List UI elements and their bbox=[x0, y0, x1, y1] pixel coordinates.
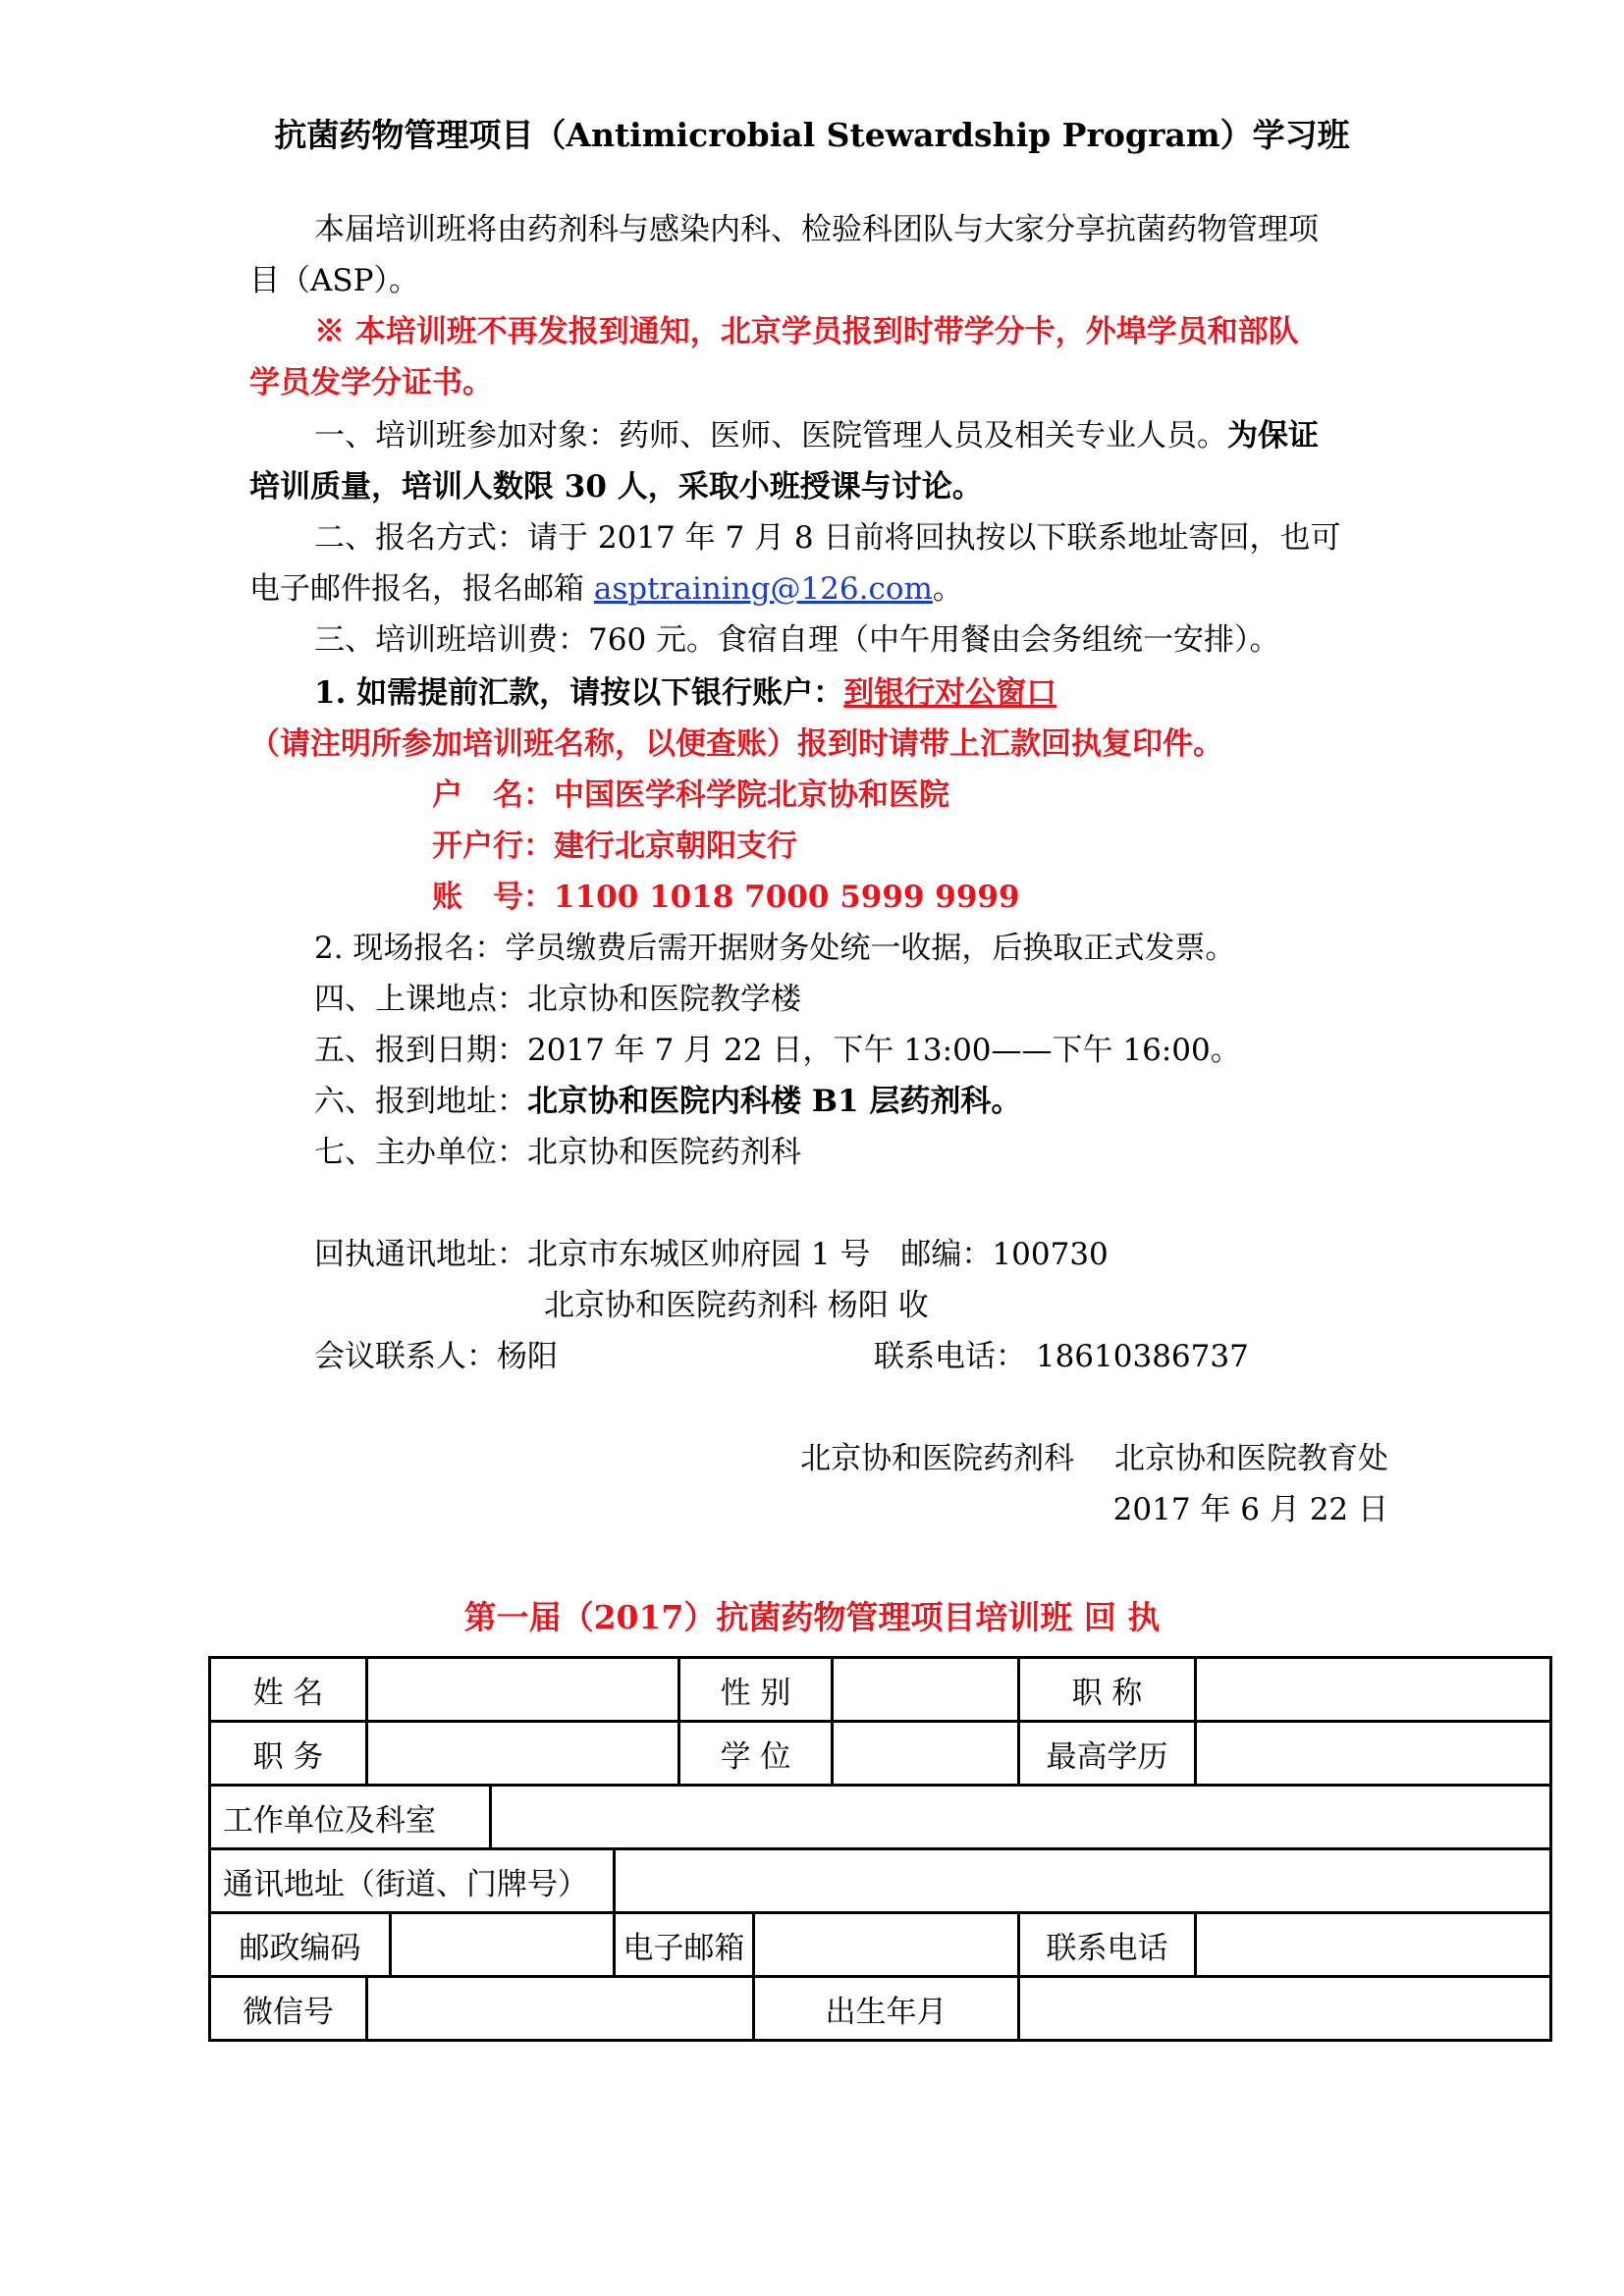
degree-label: 学 位 bbox=[679, 1722, 833, 1786]
section-2-line-1: 二、报名方式：请于 2017 年 7 月 8 日前将回执按以下联系地址寄回，也可 bbox=[314, 520, 1341, 556]
workplace-field[interactable] bbox=[491, 1786, 1551, 1849]
address-label: 通讯地址（街道、门牌号） bbox=[210, 1849, 615, 1913]
section-6-address: 北京协和医院内科楼 B1 层药剂科。 bbox=[527, 1084, 1022, 1119]
intro-line-2: 目（ASP）。 bbox=[249, 263, 419, 298]
account-name: 户 名：中国医学科学院北京协和医院 bbox=[432, 777, 949, 813]
wechat-label: 微信号 bbox=[210, 1977, 367, 2041]
section-2-suffix: 。 bbox=[932, 571, 963, 607]
section-1-text: 一、培训班参加对象：药师、医师、医院管理人员及相关专业人员。 bbox=[314, 418, 1227, 454]
section-4: 四、上课地点：北京协和医院教学楼 bbox=[314, 982, 801, 1017]
name-field[interactable] bbox=[367, 1658, 679, 1722]
email-field[interactable] bbox=[754, 1913, 1019, 1977]
email-label: 电子邮箱 bbox=[615, 1913, 754, 1977]
section-7: 七、主办单位：北京协和医院药剂科 bbox=[314, 1135, 801, 1170]
form-row-4 bbox=[210, 1849, 1551, 1913]
account-number: 账 号：1100 1018 7000 5999 9999 bbox=[432, 880, 1020, 915]
section-1-line-2: 培训质量，培训人数限 30 人，采取小班授课与讨论。 bbox=[249, 469, 983, 505]
education-label: 最高学历 bbox=[1019, 1722, 1196, 1786]
section-5: 五、报到日期：2017 年 7 月 22 日，下午 13:00——下午 16:00。 bbox=[314, 1033, 1241, 1068]
form-row-6 bbox=[210, 1977, 1551, 2041]
birth-label: 出生年月 bbox=[754, 1977, 1019, 2041]
onsite-registration: 2. 现场报名：学员缴费后需开据财务处统一收据，后换取正式发票。 bbox=[314, 931, 1236, 966]
bank-line-1 bbox=[314, 673, 1056, 713]
position-label: 职 务 bbox=[210, 1722, 367, 1786]
section-6 bbox=[314, 1082, 1021, 1121]
gender-field[interactable] bbox=[833, 1658, 1019, 1722]
section-3: 三、培训班培训费：760 元。食宿自理（中午用餐由会务组统一安排）。 bbox=[314, 622, 1280, 658]
signature-date: 2017 年 6 月 22 日 bbox=[1112, 1492, 1388, 1527]
postcode-label: 邮政编码 bbox=[210, 1913, 391, 1977]
bank-window-note: 到银行对公窗口 bbox=[843, 675, 1057, 711]
account-bank: 开户行：建行北京朝阳支行 bbox=[432, 828, 797, 864]
document-title: 抗菌药物管理项目（Antimicrobial Stewardship Program）学习班 bbox=[274, 116, 1350, 154]
degree-field[interactable] bbox=[833, 1722, 1019, 1786]
form-row-5 bbox=[210, 1913, 1551, 1977]
intro-line-1: 本届培训班将由药剂科与感染内科、检验科团队与大家分享抗菌药物管理项 bbox=[314, 212, 1319, 247]
wechat-field[interactable] bbox=[367, 1977, 754, 2041]
section-6-label: 六、报到地址： bbox=[314, 1084, 527, 1119]
signature-organizations: 北京协和医院药剂科 北京协和医院教育处 bbox=[800, 1441, 1388, 1476]
contact-person: 会议联系人：杨阳 bbox=[314, 1339, 558, 1374]
phone-label: 联系电话 bbox=[1019, 1913, 1196, 1977]
position-field[interactable] bbox=[367, 1722, 679, 1786]
workplace-label: 工作单位及科室 bbox=[210, 1786, 491, 1849]
birth-field[interactable] bbox=[1019, 1977, 1551, 2041]
notice-line-1: ※ 本培训班不再发报到通知，北京学员报到时带学分卡，外埠学员和部队 bbox=[314, 314, 1299, 349]
form-row-2 bbox=[210, 1722, 1551, 1786]
education-field[interactable] bbox=[1196, 1722, 1551, 1786]
bank-instruction: 1. 如需提前汇款，请按以下银行账户： bbox=[314, 675, 844, 711]
job-title-label: 职 称 bbox=[1019, 1658, 1196, 1722]
form-row-1 bbox=[210, 1658, 1551, 1722]
section-1-line-1 bbox=[314, 416, 1319, 455]
registration-email-link[interactable]: asptraining@126.com bbox=[593, 571, 933, 607]
phone-field[interactable] bbox=[1196, 1913, 1551, 1977]
section-2-line-2 bbox=[249, 569, 963, 609]
form-row-3 bbox=[210, 1786, 1551, 1849]
gender-label: 性 别 bbox=[679, 1658, 833, 1722]
section-1-bold: 为保证 bbox=[1227, 418, 1319, 454]
contact-phone: 联系电话： 18610386737 bbox=[874, 1339, 1249, 1374]
bank-line-2: （请注明所参加培训班名称，以便查账）报到时请带上汇款回执复印件。 bbox=[249, 726, 1223, 762]
job-title-field[interactable] bbox=[1196, 1658, 1551, 1722]
address-field[interactable] bbox=[615, 1849, 1551, 1913]
form-title: 第一届（2017）抗菌药物管理项目培训班 回 执 bbox=[463, 1598, 1161, 1636]
return-address-line-1: 回执通讯地址：北京市东城区帅府园 1 号 邮编：100730 bbox=[314, 1237, 1109, 1272]
notice-line-2: 学员发学分证书。 bbox=[249, 365, 493, 400]
registration-form-table bbox=[208, 1656, 1552, 2042]
section-2-prefix: 电子邮件报名，报名邮箱 bbox=[249, 571, 594, 607]
name-label: 姓 名 bbox=[210, 1658, 367, 1722]
return-address-line-2: 北京协和医院药剂科 杨阳 收 bbox=[544, 1288, 929, 1323]
postcode-field[interactable] bbox=[391, 1913, 615, 1977]
